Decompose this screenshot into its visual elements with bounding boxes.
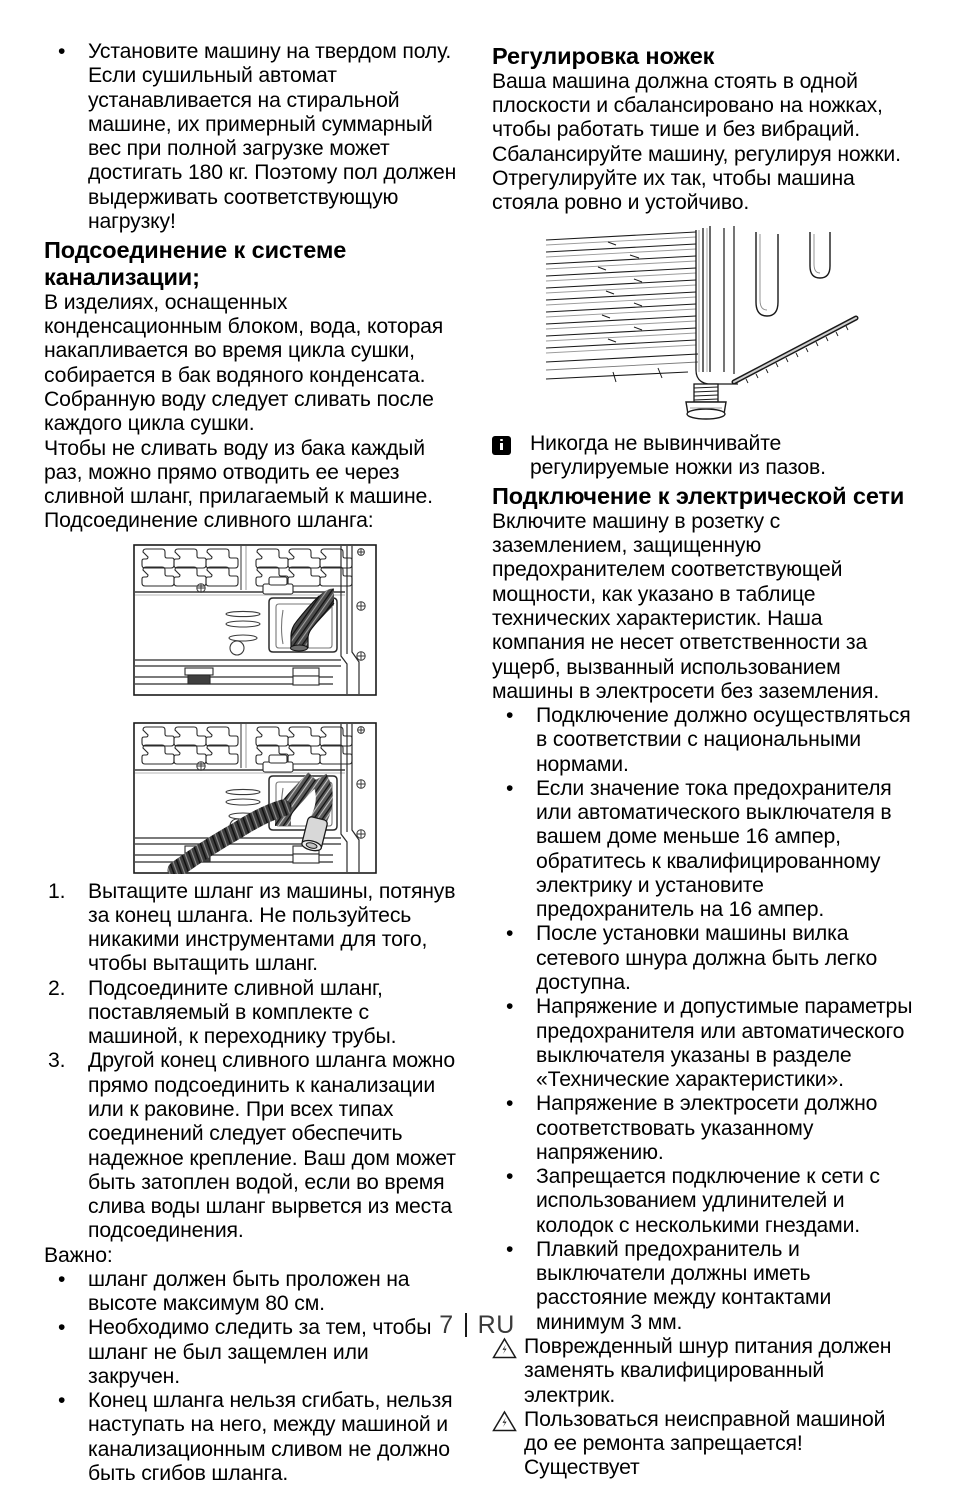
list-item-text: Другой конец сливного шланга можно прямо подсоединить к канализации или к раковине. При всех типах соединений следует обеспечить надежное крепление. Ваш дом может быть затоплен водой, если во время слива воды шланг вырвется из места подсоединения. [88,1049,456,1243]
bullet-marker: • [506,776,514,800]
bullet-marker: • [58,1267,66,1291]
list-item [492,922,914,995]
list-item-text: шланг должен быть проложен на высоте максимум 80 см. [88,1267,410,1316]
language-code: RU [477,1311,515,1339]
sewer-paragraph-2: Чтобы не сливать воду из бака каждый раз, можно прямо отводить ее через сливной шланг, прилагаемый к машине. Подсоединение сливного шланга: [44,436,433,533]
list-item-text: Конец шланга нельзя сгибать, нельзя наступать на него, между машиной и канализационным сливом не должно быть сгибов шланга. [88,1389,453,1485]
bullet-marker: • [58,40,66,63]
list-item-text: Подключение должно осуществляться в соответствии с национальными нормами. [536,704,911,776]
intro-bullet-list [44,40,466,234]
section-heading-sewer: Подсоединение к системе канализации; [44,237,347,291]
list-item-text: Напряжение и допустимые параметры предохранителя или автоматического выключателя указаны в разделе «Технические характеристики». [536,995,913,1092]
list-item-text: Вытащите шланг из машины, потянув за конец шланга. Не пользуйтесь никакими инструментами для того, чтобы вытащить шланг. [88,879,456,976]
footer-separator [465,1313,467,1337]
electrical-hazard-warning-icon [492,1410,517,1432]
note-text: Никогда не вывинчивайте регулируемые ножки из пазов. [530,431,826,479]
step-marker: 3. [48,1049,66,1073]
info-icon [492,436,511,455]
drain-hose-connection-illustration [44,544,466,874]
bullet-marker: • [506,922,514,946]
bullet-marker: • [58,1316,66,1340]
list-item-text: Установите машину на твердом полу. Если сушильный автомат устанавливается на стиральной машине, их примерный суммарный вес при полной загрузке может достигать 180 кг. Поэтому пол должен выдерживать соответствующую нагрузку! [88,40,457,233]
warning-text: Поврежденный шнур питания должен заменять квалифицированный электрик. [524,1334,892,1407]
list-item [44,880,466,977]
sewer-paragraph-1: В изделиях, оснащенных конденсационным блоком, вода, которая накапливается во время цикла сушки, собирается в бак водяного конденсата. Собранную воду следует сливать после каждого цикла сушки. [44,290,444,436]
section-heading-electrical: Подключение к электрической сети [492,483,905,510]
page-footer [0,1311,954,1340]
page-number: 7 [439,1311,454,1339]
list-item [492,777,914,923]
drain-hose-svg [44,544,466,874]
list-item-text: Напряжение в электросети должно соответствовать указанному напряжению. [536,1092,878,1164]
adjustable-foot-illustration [492,222,914,422]
warning-text: Пользоваться неисправной машиной до ее ремонта запрещается! Существует [524,1407,886,1480]
adjustable-foot-svg [492,222,914,422]
bullet-marker: • [58,1389,66,1413]
important-bullet-list [44,1268,466,1486]
list-item [44,1268,466,1317]
list-item-text: Запрещается подключение к сети с использованием удлинителей и колодок с несколькими гнездами. [536,1165,880,1237]
list-item-text: Подсоедините сливной шланг, поставляемый в комплекте с машиной, к переходнику трубы. [88,976,397,1049]
bullet-marker: • [506,1165,514,1189]
step-marker: 2. [48,976,66,1000]
left-column [44,40,466,1485]
important-label: Важно: [44,1243,113,1267]
list-item [492,995,914,1092]
list-item [44,40,466,234]
list-item-text: После установки машины вилка сетевого шнура должна быть легко доступна. [536,922,878,994]
list-item [44,1049,466,1243]
list-item-text: Плавкий предохранитель и выключатели должны иметь расстояние между контактами минимум 3 мм. [536,1237,832,1334]
bullet-marker: • [506,1237,514,1261]
step-marker: 1. [48,879,66,903]
bullet-marker: • [506,995,514,1019]
electrical-hazard-warning-icon [492,1337,517,1359]
electrical-paragraph: Включите машину в розетку с заземлением, защищенную предохранителем соответствующей мощности, как указано в таблице технических характеристик. Наша компания не несет ответственности за ущерб, вызванный использованием машины в электросети без заземления. [492,509,880,703]
bullet-marker: • [506,1092,514,1116]
warning-faulty-machine [492,1408,914,1481]
list-item-text: Необходимо следить за тем, чтобы шланг не был защемлен или закручен. [88,1316,432,1388]
note-never-unscrew-feet [492,432,914,481]
bullet-marker: • [506,704,514,728]
section-heading-feet: Регулировка ножек [492,43,715,69]
list-item [44,977,466,1050]
list-item-text: Если значение тока предохранителя или автоматического выключателя в вашем доме меньше 16 ампер, обратитесь к квалифицированному электрику и установите предохранитель на 16 ампер. [536,776,892,922]
list-item [492,1165,914,1238]
warning-damaged-power-cord [492,1335,914,1408]
list-item [492,1092,914,1165]
electrical-bullet-list [492,704,914,1335]
list-item [44,1389,466,1486]
drain-hose-steps [44,880,466,1244]
feet-paragraph: Ваша машина должна стоять в одной плоскости и сбалансировано на ножках, чтобы работать тише и без вибраций. Сбалансируйте машину, регулируя ножки. Отрегулируйте их так, чтобы машина стояла ровно и устойчиво. [492,69,901,215]
list-item [492,704,914,777]
